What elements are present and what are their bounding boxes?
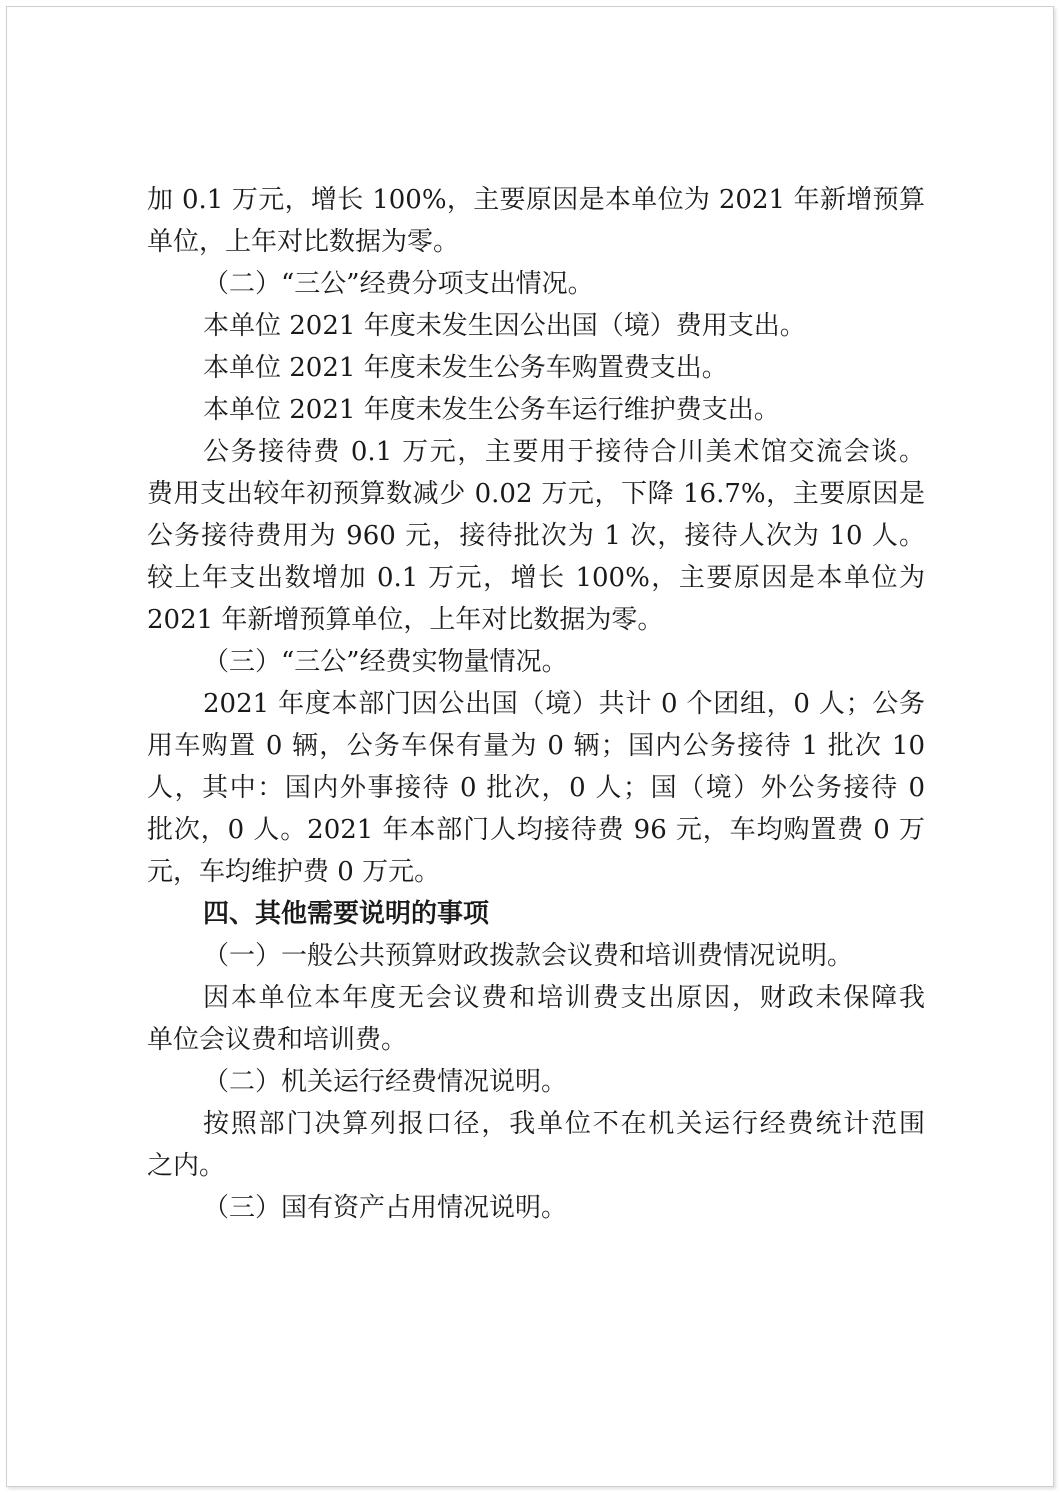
paragraph-line: 费用支出较年初预算数减少 0.02 万元，下降 16.7%，主要原因是 [147, 479, 925, 509]
section-heading: （一）一般公共预算财政拨款会议费和培训费情况说明。 [203, 941, 854, 971]
paragraph-line: 因本单位本年度无会议费和培训费支出原因，财政未保障我 [203, 983, 925, 1013]
paragraph-line: 之内。 [147, 1151, 226, 1181]
section-heading: （二）“三公”经费分项支出情况。 [203, 269, 594, 299]
paragraph-line: 人，其中：国内外事接待 0 批次，0 人；国（境）外公务接待 0 [147, 773, 925, 803]
chapter-heading: 四、其他需要说明的事项 [203, 899, 490, 929]
paragraph-line: 元，车均维护费 0 万元。 [147, 857, 441, 887]
section-heading: （三）“三公”经费实物量情况。 [203, 647, 568, 677]
paragraph-line: 公务接待费用为 960 元，接待批次为 1 次，接待人次为 10 人。 [147, 521, 925, 551]
paragraph-line: 公务接待费 0.1 万元，主要用于接待合川美术馆交流会谈。 [203, 437, 925, 467]
paragraph-line: 2021 年新增预算单位，上年对比数据为零。 [147, 605, 664, 635]
paragraph-line: 批次，0 人。2021 年本部门人均接待费 96 元，车均购置费 0 万 [147, 815, 925, 845]
paragraph-line: 本单位 2021 年度未发生因公出国（境）费用支出。 [203, 311, 806, 341]
paragraph-line: 用车购置 0 辆，公务车保有量为 0 辆；国内公务接待 1 批次 10 [147, 731, 925, 761]
paragraph-line: 单位会议费和培训费。 [147, 1025, 408, 1055]
paragraph-line: 单位，上年对比数据为零。 [147, 227, 460, 257]
paragraph-line: 按照部门决算列报口径，我单位不在机关运行经费统计范围 [203, 1109, 925, 1139]
paragraph-line: 本单位 2021 年度未发生公务车运行维护费支出。 [203, 395, 780, 425]
section-heading: （三）国有资产占用情况说明。 [203, 1193, 568, 1223]
paragraph-line: 2021 年度本部门因公出国（境）共计 0 个团组，0 人；公务 [203, 689, 925, 719]
section-heading: （二）机关运行经费情况说明。 [203, 1067, 568, 1097]
paragraph-line: 较上年支出数增加 0.1 万元，增长 100%，主要原因是本单位为 [147, 563, 925, 593]
paragraph-line: 加 0.1 万元，增长 100%，主要原因是本单位为 2021 年新增预算 [147, 185, 925, 215]
paragraph-line: 本单位 2021 年度未发生公务车购置费支出。 [203, 353, 728, 383]
